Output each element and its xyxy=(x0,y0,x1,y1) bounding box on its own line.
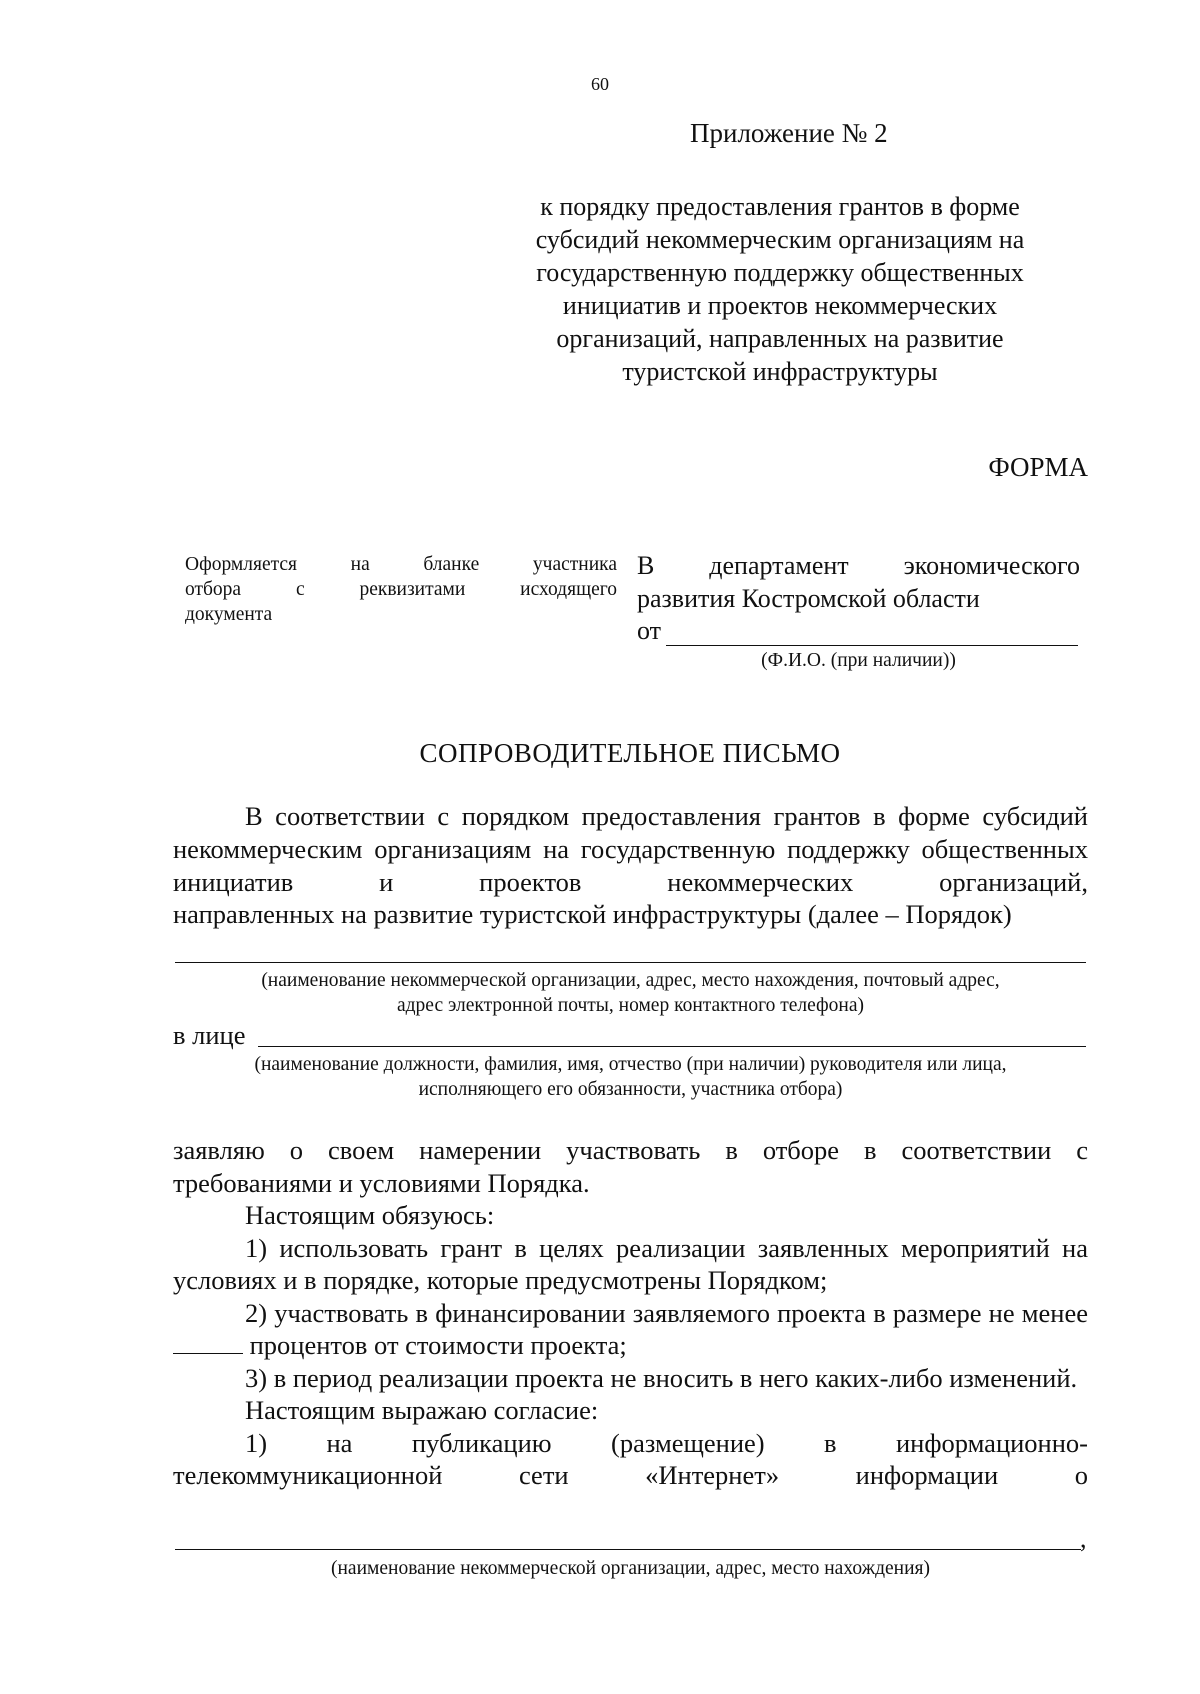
obligations-heading: Настоящим обязуюсь: xyxy=(245,1200,495,1230)
consent-heading: Настоящим выражаю согласие: xyxy=(245,1395,599,1425)
form-label: ФОРМА xyxy=(988,452,1088,482)
representative-field[interactable] xyxy=(258,1046,1086,1047)
page-number: 60 xyxy=(591,74,609,94)
declaration-paragraph: заявляю о своем намерении участвовать в отборе в соответствии с требованиями и условиями Порядка. xyxy=(173,1135,1088,1198)
representative-caption xyxy=(175,1052,1086,1102)
percent-field[interactable] xyxy=(173,1333,243,1354)
appendix-subtitle-line: субсидий некоммерческим организациям на xyxy=(535,225,1025,254)
sender-name-field[interactable] xyxy=(666,645,1078,646)
caption-line: адрес электронной почты, номер контактного телефона) xyxy=(396,995,865,1016)
letterhead-note-line: документа xyxy=(185,604,273,625)
obligation-item: 3) в период реализации проекта не вносить в него каких-либо изменений. xyxy=(245,1362,1078,1393)
appendix-subtitle-line: организаций, направленных на развитие xyxy=(556,324,1004,353)
consent-item: 1) на публикацию (размещение) в информационно-телекоммуникационной сети «Интернет» информации о xyxy=(173,1427,1088,1490)
appendix-subtitle xyxy=(500,190,1060,388)
caption-line: (наименование некоммерческой организации, адрес, место нахождения, почтовый адрес, xyxy=(261,970,1000,991)
appendix-subtitle-line: инициатив и проектов некоммерческих xyxy=(562,291,998,320)
appendix-subtitle-line: к порядку предоставления грантов в форме xyxy=(540,192,1020,221)
publication-caption: (наименование некоммерческой организации, адрес, место нахождения) xyxy=(331,1558,930,1579)
obligation-item xyxy=(173,1297,1088,1362)
from-label: от xyxy=(637,616,662,645)
trailing-comma: , xyxy=(1080,1524,1087,1553)
obligation-text: процентов от стоимости проекта; xyxy=(249,1330,627,1360)
letter-body xyxy=(173,1134,1088,1492)
caption-line: исполняющего его обязанности, участника отбора) xyxy=(418,1079,843,1100)
organization-caption xyxy=(175,968,1086,1018)
addressee-line: В департамент экономического xyxy=(637,551,1080,580)
appendix-subtitle-line: туристской инфраструктуры xyxy=(622,357,938,386)
letterhead-note xyxy=(185,552,617,627)
fio-caption: (Ф.И.О. (при наличии)) xyxy=(761,650,956,671)
intro-paragraph-last-line: направленных на развитие туристской инфраструктуры (далее – Порядок) xyxy=(173,899,1012,929)
obligation-item: 1) использовать грант в целях реализации заявленных мероприятий на условиях и в порядке, которые предусмотрены Порядком; xyxy=(173,1232,1088,1295)
addressee-line: развития Костромской области xyxy=(637,584,980,613)
organization-field[interactable] xyxy=(175,962,1086,963)
appendix-title: Приложение № 2 xyxy=(690,118,888,148)
in-face-label: в лице xyxy=(173,1020,246,1050)
appendix-subtitle-line: государственную поддержку общественных xyxy=(536,258,1024,287)
letterhead-note-line: Оформляется на бланке участника xyxy=(185,554,617,575)
caption-line: (наименование должности, фамилия, имя, отчество (при наличии) руководителя или лица, xyxy=(254,1054,1007,1075)
letterhead-note-line: отбора с реквизитами исходящего xyxy=(185,579,617,600)
obligation-text: 2) участвовать в финансировании заявляемого проекта в размере не менее xyxy=(245,1297,1088,1328)
publication-organization-field[interactable] xyxy=(175,1549,1081,1550)
intro-paragraph: В соответствии с порядком предоставления грантов в форме субсидий некоммерческим организациям на государственную поддержку общественных инициатив и проектов некоммерческих организаций, xyxy=(173,801,1088,897)
document-title: СОПРОВОДИТЕЛЬНОЕ ПИСЬМО xyxy=(419,738,841,768)
addressee-block xyxy=(637,549,1080,615)
